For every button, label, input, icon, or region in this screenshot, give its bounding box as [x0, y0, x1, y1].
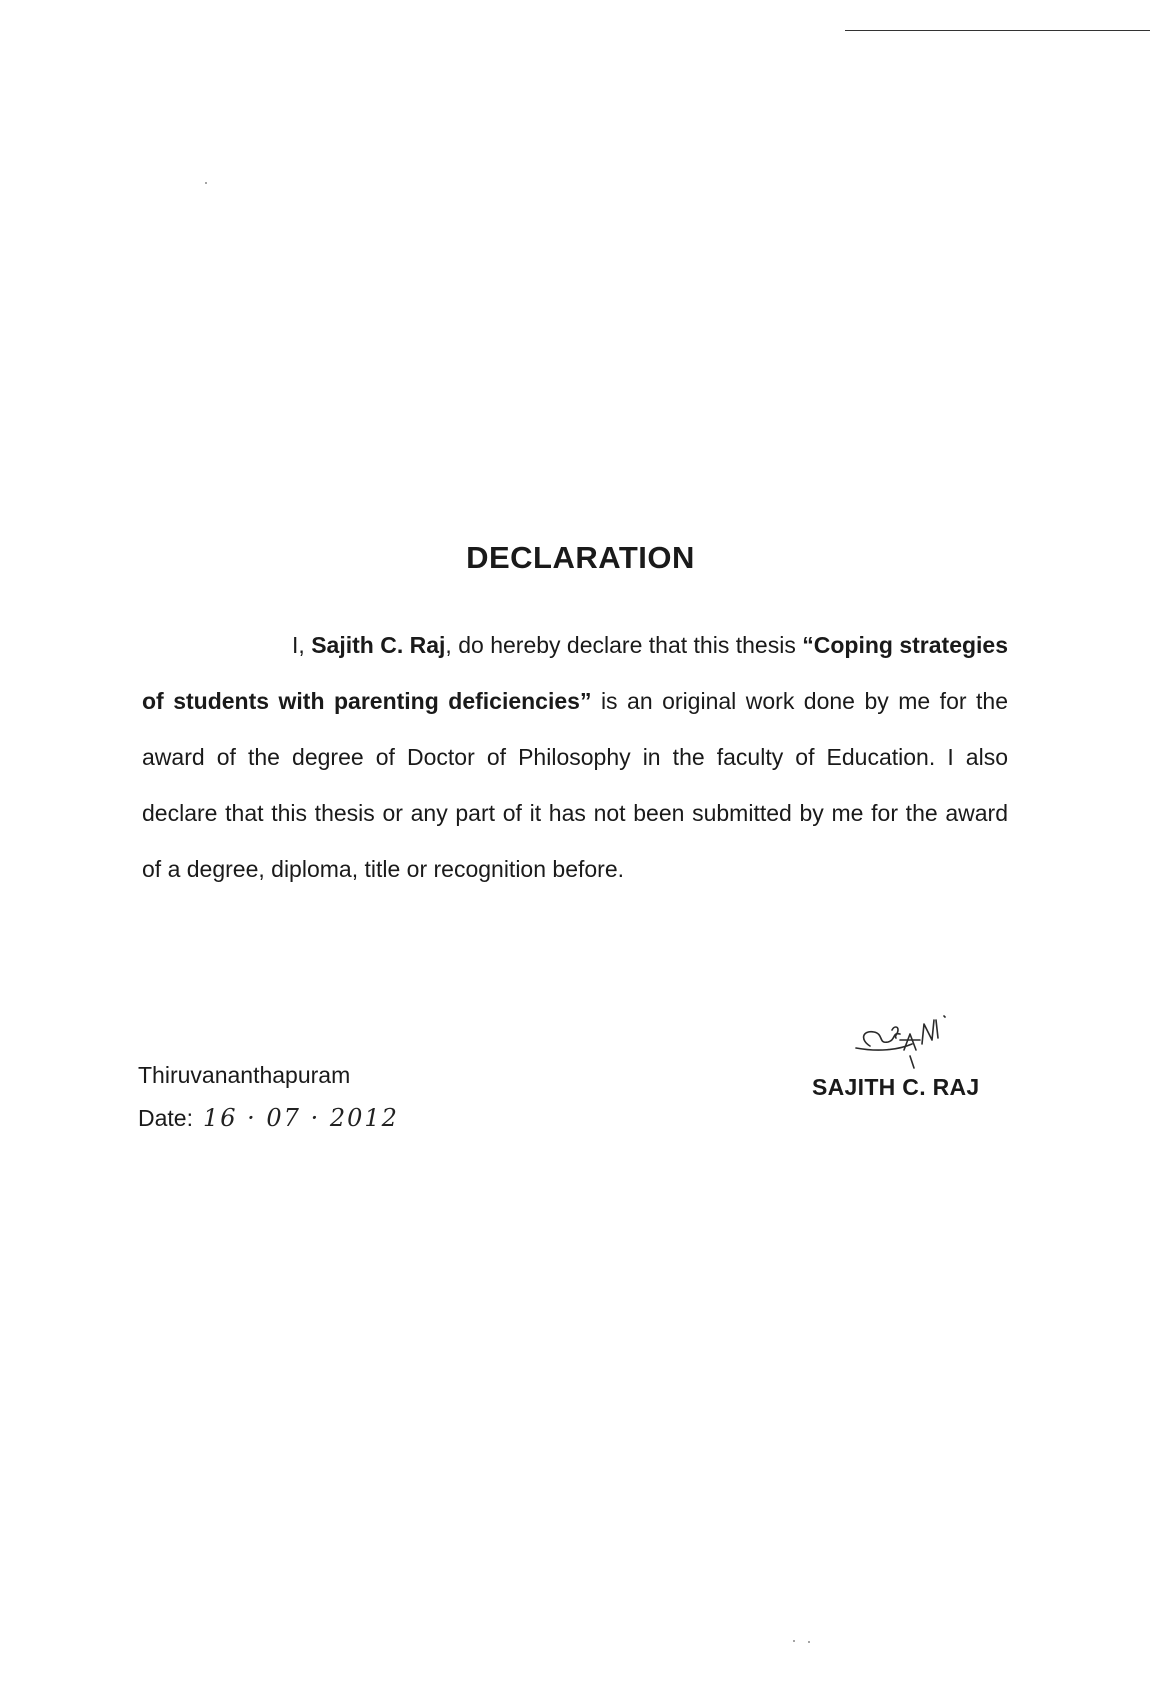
- date-line: [138, 1104, 399, 1132]
- scan-speck: [793, 1640, 795, 1642]
- declaration-paragraph: [142, 617, 1008, 897]
- handwritten-date: 16 · 07 · 2012: [202, 1104, 399, 1132]
- declaration-intro: I,: [292, 632, 312, 658]
- declaration-statement: , do hereby declare that this thesis: [445, 632, 803, 658]
- scan-speck: [808, 1641, 810, 1643]
- date-label: Date:: [138, 1105, 193, 1131]
- handwritten-signature-icon: [848, 1010, 958, 1072]
- declaration-body: is an original work done by me for the award of the degree of Doctor of Philosophy in the faculty of Education. I also declare that this thesis or any part of it has not been submitted by me for the award of a degree, diploma, title or recognition before.: [142, 688, 1008, 882]
- top-rule: [845, 30, 1150, 31]
- place-of-signing: Thiruvananthapuram: [138, 1062, 351, 1088]
- signatory-name: SAJITH C. RAJ: [812, 1074, 980, 1100]
- declarant-name: Sajith C. Raj: [311, 632, 446, 658]
- page-title: DECLARATION: [466, 540, 695, 575]
- scan-speck: [205, 182, 207, 184]
- thesis-title: “Coping strategies of students with parenting deficiencies”: [142, 632, 1009, 714]
